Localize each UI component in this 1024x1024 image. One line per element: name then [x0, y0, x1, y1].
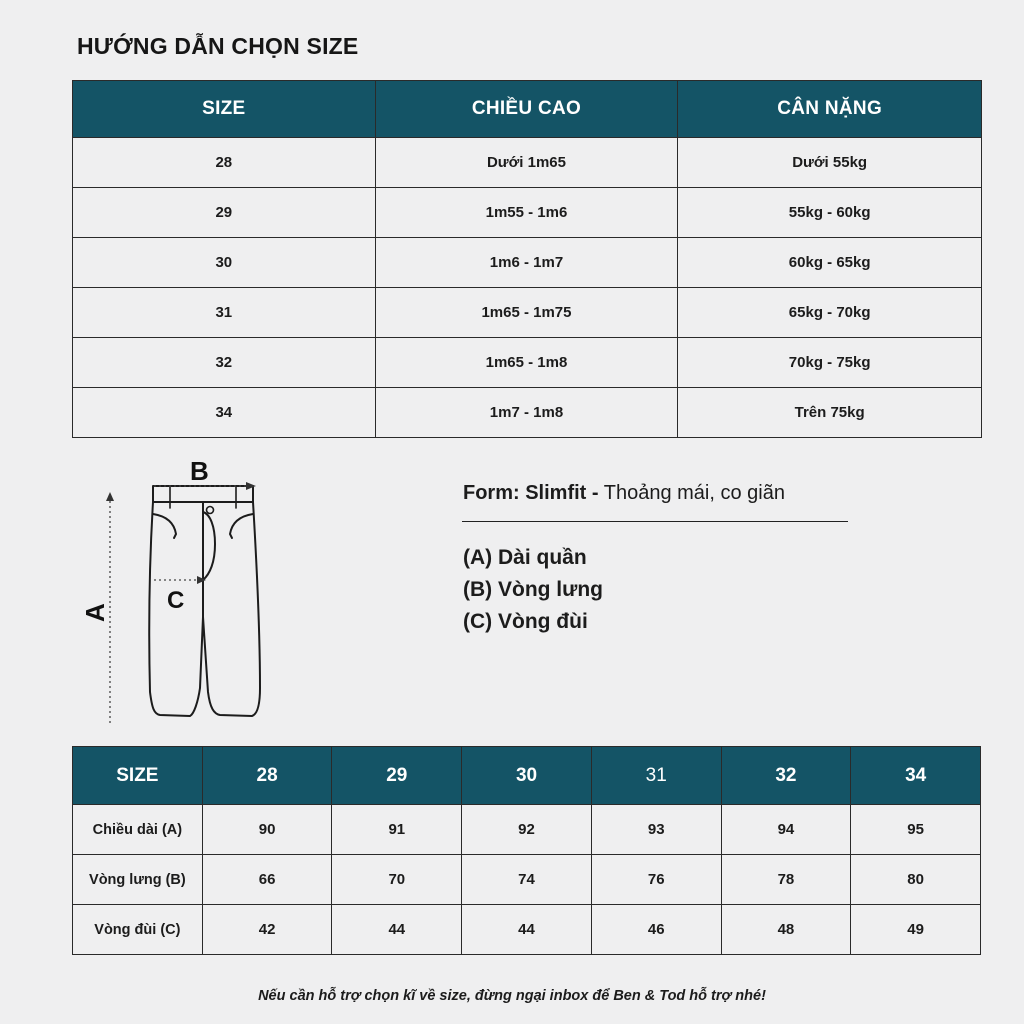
cell-height: 1m65 - 1m8: [375, 338, 678, 388]
row-label: Vòng lưng (B): [73, 855, 203, 905]
cell-value: 92: [462, 805, 592, 855]
header-size-30: 30: [462, 747, 592, 805]
table-row: [73, 138, 982, 188]
header-weight: CÂN NẶNG: [678, 81, 982, 138]
form-detail: Thoảng mái, co giãn: [598, 482, 785, 504]
pants-diagram: [70, 452, 290, 737]
header-size-28: 28: [202, 747, 332, 805]
legend-item-length: (A) Dài quần: [463, 546, 587, 569]
form-label: Form: Slimfit -: [463, 482, 599, 504]
cell-size: 31: [73, 288, 376, 338]
header-size-31: 31: [591, 747, 721, 805]
table-header-row: [73, 81, 982, 138]
table-row: [73, 388, 982, 438]
cell-size: 32: [73, 338, 376, 388]
cell-weight: 70kg - 75kg: [678, 338, 982, 388]
label-c: C: [167, 587, 185, 614]
measurements-table: [72, 746, 981, 955]
row-label: Vòng đùi (C): [73, 905, 203, 955]
arrow-a-head: [106, 492, 114, 501]
waistband-outline: [153, 486, 253, 502]
cell-value: 74: [462, 855, 592, 905]
row-label: Chiều dài (A): [73, 805, 203, 855]
cell-value: 44: [462, 905, 592, 955]
cell-weight: 55kg - 60kg: [678, 188, 982, 238]
cell-value: 94: [721, 805, 851, 855]
cell-size: 29: [73, 188, 376, 238]
header-size: SIZE: [73, 81, 376, 138]
cell-size: 30: [73, 238, 376, 288]
cell-value: 44: [332, 905, 462, 955]
header-size-32: 32: [721, 747, 851, 805]
header-height: CHIỀU CAO: [375, 81, 678, 138]
header-size-29: 29: [332, 747, 462, 805]
cell-value: 76: [591, 855, 721, 905]
cell-value: 90: [202, 805, 332, 855]
cell-value: 66: [202, 855, 332, 905]
cell-value: 78: [721, 855, 851, 905]
cell-weight: Dưới 55kg: [678, 138, 982, 188]
table-row: [73, 805, 981, 855]
legend-item-waist: (B) Vòng lưng: [463, 578, 604, 601]
label-a: A: [80, 603, 110, 622]
table-row: [73, 288, 982, 338]
table-header-row: [73, 747, 981, 805]
cell-value: 48: [721, 905, 851, 955]
cell-height: Dưới 1m65: [375, 138, 678, 188]
cell-value: 49: [851, 905, 981, 955]
table-row: [73, 338, 982, 388]
header-size: SIZE: [73, 747, 203, 805]
cell-height: 1m6 - 1m7: [375, 238, 678, 288]
cell-height: 1m65 - 1m75: [375, 288, 678, 338]
table-row: [73, 855, 981, 905]
label-b: B: [190, 456, 209, 486]
header-size-34: 34: [851, 747, 981, 805]
cell-height: 1m7 - 1m8: [375, 388, 678, 438]
table-row: [73, 188, 982, 238]
arrow-b-head: [246, 482, 256, 490]
cell-weight: 65kg - 70kg: [678, 288, 982, 338]
legend-item-thigh: (C) Vòng đùi: [463, 610, 588, 633]
measurement-legend: [463, 544, 603, 640]
cell-value: 80: [851, 855, 981, 905]
table-row: [73, 905, 981, 955]
cell-size: 34: [73, 388, 376, 438]
table-row: [73, 238, 982, 288]
cell-value: 93: [591, 805, 721, 855]
size-guide-table: [72, 80, 982, 438]
divider: [462, 521, 848, 522]
cell-value: 95: [851, 805, 981, 855]
cell-value: 70: [332, 855, 462, 905]
pants-outline: [149, 502, 260, 716]
form-description: [463, 482, 785, 505]
cell-value: 42: [202, 905, 332, 955]
fly-stitch: [203, 512, 215, 580]
cell-weight: Trên 75kg: [678, 388, 982, 438]
right-pocket: [230, 514, 253, 538]
button-icon: [207, 507, 214, 514]
page-title: HƯỚNG DẪN CHỌN SIZE: [77, 33, 359, 59]
cell-weight: 60kg - 65kg: [678, 238, 982, 288]
cell-height: 1m55 - 1m6: [375, 188, 678, 238]
support-note: Nếu cần hỗ trợ chọn kĩ về size, đừng ngại inbox để Ben & Tod hỗ trợ nhé!: [258, 988, 766, 1004]
cell-value: 91: [332, 805, 462, 855]
cell-value: 46: [591, 905, 721, 955]
left-pocket: [153, 514, 176, 538]
cell-size: 28: [73, 138, 376, 188]
